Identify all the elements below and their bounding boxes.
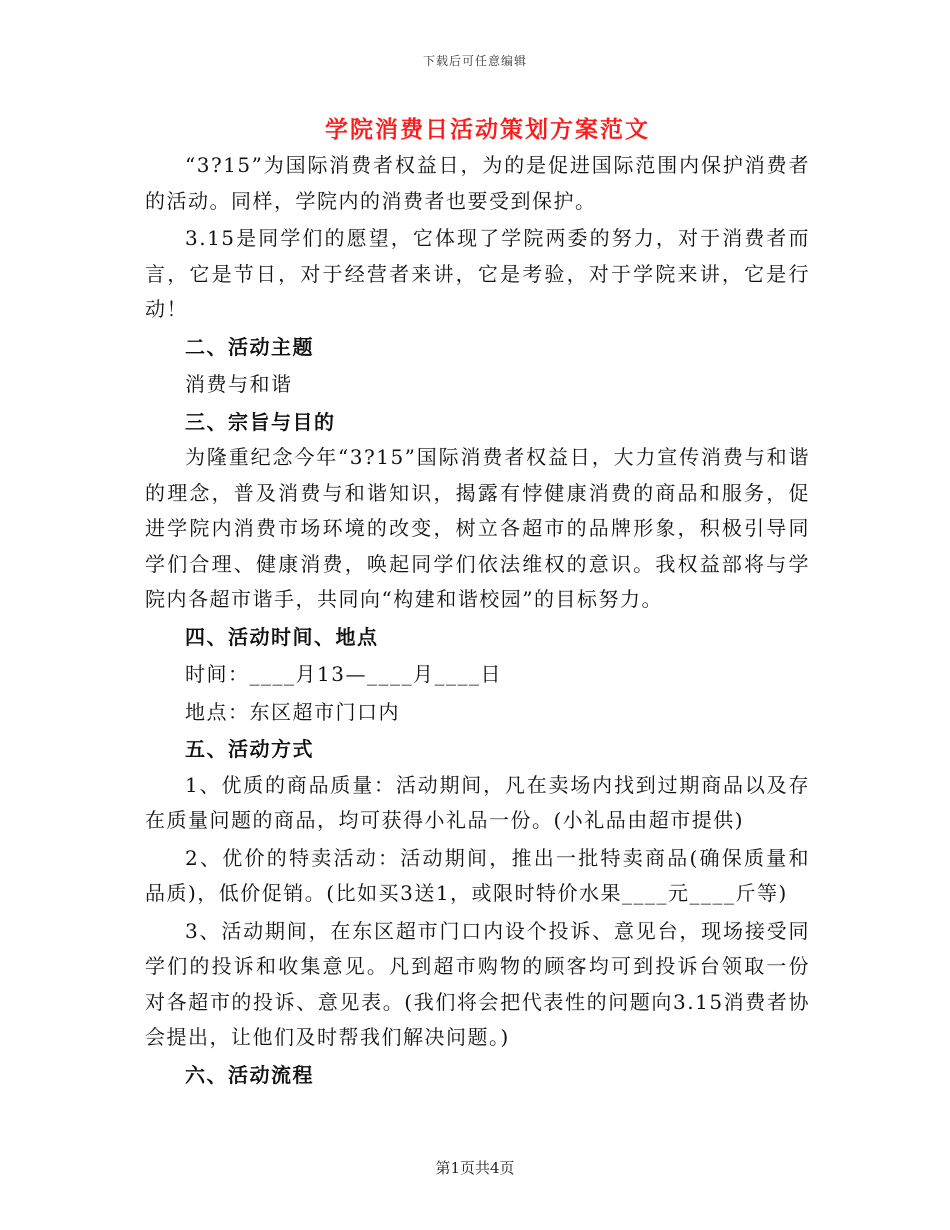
section-3-body: 为隆重纪念今年“3?15”国际消费者权益日，大力宣传消费与和谐的理念，普及消费与和谐知识，揭露有悖健康消费的商品和服务，促进学院内消费市场环境的改变，树立各超市的品牌形象，积极引导同学们合理、健康消费，唤起同学们依法维权的意识。我权益部将与学院内各超市谐手，共同向“构建和谐校园”的目标努力。	[145, 445, 810, 611]
intro-paragraph-2: 3.15是同学们的愿望，它体现了学院两委的努力，对于消费者而言，它是节日，对于经营者来讲，它是考验，对于学院来讲，它是行动！	[145, 226, 810, 321]
section-5-item-3: 3、活动期间，在东区超市门口内设个投诉、意见台，现场接受同学们的投诉和收集意见。凡到超市购物的顾客均可到投诉台领取一份对各超市的投诉、意见表。(我们将会把代表性的问题向3.15消费者协会提出，让他们及时帮我们解决问题。)	[145, 918, 810, 1049]
section-5-item-2: 2、优价的特卖活动：活动期间，推出一批特卖商品(确保质量和品质)，低价促销。(比如买3送1，或限时特价水果____元____斤等)	[145, 845, 810, 905]
section-3-heading: 三、宗旨与目的	[185, 409, 336, 434]
section-5-heading: 五、活动方式	[185, 737, 314, 761]
section-2-heading: 二、活动主题	[185, 334, 314, 359]
section-5-item-1: 1、优质的商品质量：活动期间，凡在卖场内找到过期商品以及存在质量问题的商品，均可获得小礼品一份。(小礼品由超市提供)	[145, 772, 810, 832]
page-header-note: 下载后可任意编辑	[422, 54, 527, 68]
section-4-heading: 四、活动时间、地点	[185, 624, 379, 649]
section-4-place: 地点：东区超市门口内	[185, 699, 400, 724]
section-4-time: 时间：____月13—____月____日	[185, 662, 502, 686]
section-2-body: 消费与和谐	[185, 372, 293, 396]
intro-paragraph-1: “3?15”为国际消费者权益日，为的是促进国际范围内保护消费者的活动。同样，学院内的消费者也要受到保护。	[145, 153, 810, 213]
document-title: 学院消费日活动策划方案范文	[325, 116, 650, 143]
document-body	[145, 112, 810, 1093]
page-footer: 第1页共4页	[435, 1159, 515, 1177]
section-6-heading: 六、活动流程	[185, 1062, 314, 1087]
